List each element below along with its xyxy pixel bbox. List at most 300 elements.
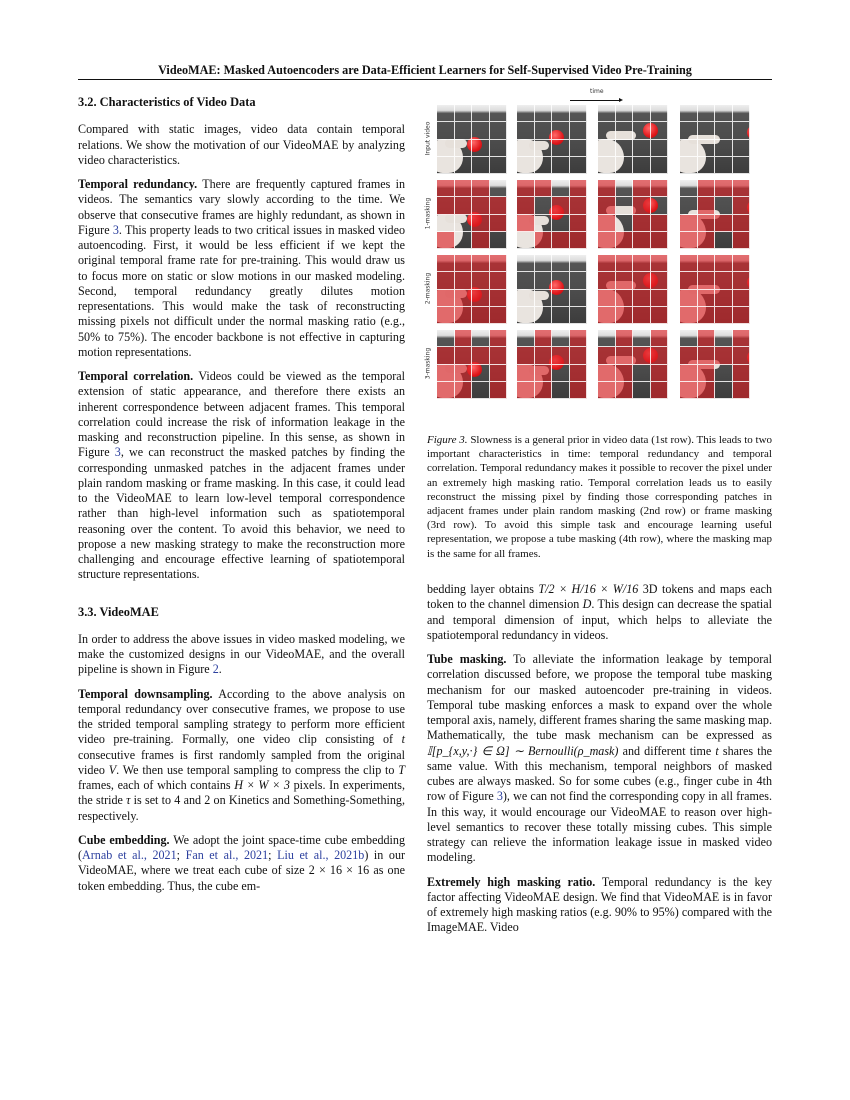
masked-patch [733, 197, 751, 214]
masked-patch [733, 307, 751, 324]
patch [552, 365, 570, 382]
masked-patch [715, 180, 733, 197]
patch [490, 122, 508, 139]
math: T [398, 762, 405, 777]
masked-patch [616, 365, 634, 382]
masked-patch [680, 365, 698, 382]
masked-patch [598, 290, 616, 307]
masked-patch [680, 232, 698, 249]
masked-patch [570, 382, 588, 399]
masked-patch [698, 382, 716, 399]
patch [715, 157, 733, 174]
section-title-3-2: 3.2. Characteristics of Video Data [78, 95, 256, 109]
masked-patch [437, 290, 455, 307]
patch [535, 255, 553, 272]
masked-patch [490, 365, 508, 382]
patch [490, 105, 508, 122]
patch [455, 105, 473, 122]
masked-patch [633, 232, 651, 249]
masked-patch [698, 330, 716, 347]
masked-patch [490, 197, 508, 214]
patch [490, 180, 508, 197]
patch [715, 122, 733, 139]
patch [552, 330, 570, 347]
masked-patch [437, 255, 455, 272]
masked-patch [517, 382, 535, 399]
text: shares the same value. With this mechanism, temporal neighbors of masked cubes are always masked. So for some cubes (e.g., finger cube in 4th row of Figure [427, 743, 772, 804]
masked-patch [715, 307, 733, 324]
patch [490, 140, 508, 157]
figure-link[interactable]: 3 [112, 222, 119, 237]
masked-patch [455, 180, 473, 197]
patch [715, 382, 733, 399]
masked-patch [633, 290, 651, 307]
masked-patch [517, 347, 535, 364]
masked-patch [733, 232, 751, 249]
patch [472, 105, 490, 122]
masked-patch [455, 272, 473, 289]
text: ), we can not find the corresponding copy in all frames. In this way, it would encourage our VideoMAE to reason over high-level semantics to recover these totally missing cubes. This simple strategy can relieve the information leakage issue in masked video modeling. [427, 789, 772, 865]
patch [437, 157, 455, 174]
run-in-heading: Temporal downsampling. [78, 686, 213, 701]
patch [570, 122, 588, 139]
text: . This property leads to two critical issues in masked video autoencoding. First, it would be less efficient if we kept the original temporal frame rate for pre-training. This would draw us to focus more on static or slow motions in our masked modeling. Second, temporal redundancy greatly dilutes motion representations. This would make the task of reconstructing missing pixels not difficult under the normal masking ratio (e.g., 50% to 75%). The encoder backbone is not effective in capturing motion representations. [78, 222, 405, 359]
video-frame [680, 180, 750, 249]
text: and different time [618, 743, 716, 758]
patch [733, 122, 751, 139]
paragraph-cube-embedding: Cube embedding. We adopt the joint space-time cube embedding (Arnab et al., 2021; Fan et al., 2021; Liu et al., 2021b) in our VideoMAE, where we treat each cube of size 2 × 16 × 16 as one token embedding. Thus, the cube em- [78, 832, 406, 893]
patch [633, 122, 651, 139]
text: ) in our VideoMAE, where we treat each cube of size 2 × 16 × 16 as one token embedding. Thus, the cube em- [78, 848, 406, 893]
patch-grid [437, 105, 507, 174]
patch [517, 122, 535, 139]
masked-patch [570, 215, 588, 232]
patch [552, 180, 570, 197]
masked-patch [598, 232, 616, 249]
patch [570, 140, 588, 157]
row-label: 1-masking [424, 197, 432, 230]
patch [535, 215, 553, 232]
patch [517, 105, 535, 122]
masked-patch [733, 180, 751, 197]
section-title-3-3: 3.3. VideoMAE [78, 604, 159, 619]
patch [552, 272, 570, 289]
patch [517, 232, 535, 249]
paragraph [78, 632, 405, 678]
row-label: 2-masking [424, 272, 432, 305]
masked-patch [535, 180, 553, 197]
masked-patch [633, 215, 651, 232]
text: pixels. In experiments, the stride [78, 778, 405, 808]
masked-patch [472, 307, 490, 324]
right-column [427, 582, 772, 945]
patch [535, 272, 553, 289]
patch [651, 140, 669, 157]
patch [517, 140, 535, 157]
patch [570, 272, 588, 289]
math: t [715, 743, 719, 758]
text: To alleviate the information leakage by temporal correlation discussed before, we propose the temporal tube masking mechanism for our masked autoencoder pre-training in videos. Temporal tube masking enforces a mask to expand over the whole temporal axis, namely, different frames sharing the same masking map. Mathematically, the tube mask mechanism can be expressed as [427, 652, 773, 743]
masked-patch [570, 197, 588, 214]
patch [715, 232, 733, 249]
masked-patch [472, 290, 490, 307]
patch [680, 157, 698, 174]
patch-grid [598, 330, 668, 399]
math: V [108, 762, 117, 777]
patch [437, 215, 455, 232]
video-frame [517, 255, 587, 324]
video-frame [598, 255, 668, 324]
patch [733, 105, 751, 122]
masked-patch [490, 382, 508, 399]
patch [472, 157, 490, 174]
patch [633, 157, 651, 174]
masked-patch [455, 255, 473, 272]
patch [535, 307, 553, 324]
masked-patch [680, 255, 698, 272]
masked-patch [570, 232, 588, 249]
patch [715, 365, 733, 382]
patch [552, 255, 570, 272]
patch [616, 105, 634, 122]
patch [570, 307, 588, 324]
masked-patch [698, 197, 716, 214]
patch [552, 122, 570, 139]
masked-patch [633, 307, 651, 324]
masked-patch [598, 347, 616, 364]
patch [598, 140, 616, 157]
figure-3 [420, 88, 765, 418]
patch [698, 105, 716, 122]
citation-link[interactable]: Fan et al., 2021 [185, 848, 269, 862]
patch [680, 105, 698, 122]
video-frame [680, 105, 750, 174]
masked-patch [680, 382, 698, 399]
masked-patch [517, 197, 535, 214]
text: bedding layer obtains [427, 582, 539, 596]
masked-patch [598, 365, 616, 382]
text: We adopt the joint space-time cube embedding ( [78, 832, 406, 862]
masked-patch [733, 255, 751, 272]
patch [535, 197, 553, 214]
masked-patch [455, 365, 473, 382]
paragraph-temporal-redundancy [78, 177, 405, 360]
masked-patch [598, 382, 616, 399]
patch [616, 122, 634, 139]
paragraph: Compared with static images, video data contain temporal relations. We show the motivation of our VideoMAE by analyzing video characteristics. [78, 122, 405, 167]
patch [633, 330, 651, 347]
patch [598, 330, 616, 347]
video-frame [598, 330, 668, 399]
masked-patch [651, 330, 669, 347]
masked-patch [616, 330, 634, 347]
masked-patch [535, 347, 553, 364]
patch [733, 157, 751, 174]
masked-patch [517, 215, 535, 232]
masked-patch [698, 307, 716, 324]
masked-patch [437, 272, 455, 289]
patch [455, 122, 473, 139]
patch-grid [598, 105, 668, 174]
patch [437, 140, 455, 157]
text: . This design can decrease the spatial and temporal dimension of input, which helps to alleviate the spatiotemporal redundancy in videos. [427, 597, 772, 642]
paragraph-tube-masking [427, 652, 772, 866]
citation-link[interactable]: Liu et al., 2021b [277, 848, 365, 862]
masked-patch [698, 215, 716, 232]
patch-grid [517, 105, 587, 174]
text: Temporal redundancy is the key factor affecting VideoMAE design. We find that VideoMAE is in favor of extremely high masking ratios (e.g. 90% to 95%) compared with the ImageMAE. Video [427, 874, 772, 935]
patch [680, 140, 698, 157]
patch [633, 105, 651, 122]
paragraph [427, 582, 772, 643]
masked-patch [651, 290, 669, 307]
masked-patch [455, 197, 473, 214]
patch [472, 382, 490, 399]
patch [437, 330, 455, 347]
text: . We then use temporal sampling to compress the clip to [116, 762, 399, 777]
patch [552, 382, 570, 399]
patch [598, 157, 616, 174]
masked-patch [598, 255, 616, 272]
patch [733, 140, 751, 157]
left-column [78, 95, 405, 903]
text: 3D tokens and maps each token to the channel dimension [427, 582, 772, 612]
masked-patch [633, 180, 651, 197]
patch [651, 197, 669, 214]
masked-patch [437, 197, 455, 214]
masked-patch [651, 307, 669, 324]
patch [651, 122, 669, 139]
video-frame [517, 105, 587, 174]
masked-patch [535, 382, 553, 399]
masked-patch [733, 290, 751, 307]
text: , we can reconstruct the masked patches by finding the corresponding unmasked patches in the adjacent frames under plain random masking or frame masking. In this case, it could lead to the VideoMAE to learn low-level temporal correspondence rather than high-level information such as spatiotemporal reasoning over the content. To avoid this behavior, we need to propose a new masking strategy to make the reconstruction more challenging and encourage effective learning of spatiotemporal structure representations. [78, 445, 405, 582]
text: Videos could be viewed as the temporal extension of static appearance, and therefore there exists an inherent correspondence between adjacent frames. This temporal correlation could increase the risk of information leakage in the masking and reconstruction pipeline. In this sense, as shown in Figure [78, 369, 405, 460]
patch [633, 382, 651, 399]
video-frame [598, 180, 668, 249]
masked-patch [598, 180, 616, 197]
masked-patch [437, 180, 455, 197]
text: is set to 4 and 2 on Kinetics and Something-Something, respectively. [78, 793, 405, 823]
masked-patch [733, 330, 751, 347]
masked-patch [535, 365, 553, 382]
masked-patch [472, 180, 490, 197]
masked-patch [598, 197, 616, 214]
masked-patch [535, 232, 553, 249]
patch [570, 290, 588, 307]
figure-link[interactable]: 2 [212, 662, 219, 677]
masked-patch [680, 347, 698, 364]
masked-patch [490, 330, 508, 347]
masked-patch [680, 272, 698, 289]
patch [715, 140, 733, 157]
masked-patch [698, 180, 716, 197]
masked-patch [651, 382, 669, 399]
patch [517, 272, 535, 289]
masked-patch [698, 347, 716, 364]
patch [616, 197, 634, 214]
text: In order to address the above issues in video masked modeling, we make the customized designs in our VideoMAE, and the overall pipeline is shown in Figure [78, 631, 405, 677]
running-header: VideoMAE: Masked Autoencoders are Data-Efficient Learners for Self-Supervised Video Pre-Training [158, 63, 692, 77]
figure-link[interactable]: 3 [496, 789, 503, 804]
run-in-heading: Temporal redundancy. [78, 177, 198, 191]
patch [437, 122, 455, 139]
patch [570, 105, 588, 122]
patch [535, 105, 553, 122]
figure-link[interactable]: 3 [114, 445, 121, 460]
patch-grid [598, 255, 668, 324]
masked-patch [715, 347, 733, 364]
math: 𝕀[p_{x,y,·} ∈ Ω] ∼ Bernoulli(ρ_mask) [427, 743, 619, 758]
masked-patch [437, 365, 455, 382]
masked-patch [733, 365, 751, 382]
masked-patch [437, 347, 455, 364]
patch [455, 140, 473, 157]
video-frame [437, 180, 507, 249]
masked-patch [472, 347, 490, 364]
masked-patch [698, 232, 716, 249]
masked-patch [517, 180, 535, 197]
patch [651, 157, 669, 174]
masked-patch [715, 272, 733, 289]
video-frame [517, 180, 587, 249]
patch [535, 122, 553, 139]
text: consecutive frames is first randomly sampled from the original video [78, 747, 405, 777]
patch [517, 255, 535, 272]
patch-grid [437, 330, 507, 399]
patch [472, 140, 490, 157]
video-frame [680, 255, 750, 324]
video-frame [437, 255, 507, 324]
math: t [401, 732, 405, 747]
masked-patch [570, 365, 588, 382]
patch [680, 330, 698, 347]
video-frame [598, 105, 668, 174]
text: According to the above analysis on temporal redundancy over consecutive frames, we propose to use the strided temporal sampling strategy to perform more efficient video pre-training. Formally, one video clip consisting of [78, 686, 405, 747]
masked-patch [570, 180, 588, 197]
masked-patch [437, 232, 455, 249]
patch-grid [517, 180, 587, 249]
patch [437, 105, 455, 122]
patch [552, 140, 570, 157]
math: τ [126, 793, 131, 808]
patch [570, 157, 588, 174]
masked-patch [598, 307, 616, 324]
masked-patch [490, 290, 508, 307]
patch [517, 307, 535, 324]
masked-patch [733, 347, 751, 364]
masked-patch [552, 347, 570, 364]
patch [616, 180, 634, 197]
masked-patch [633, 255, 651, 272]
masked-patch [715, 290, 733, 307]
patch [490, 157, 508, 174]
patch [598, 105, 616, 122]
masked-patch [616, 272, 634, 289]
patch [698, 157, 716, 174]
masked-patch [715, 215, 733, 232]
masked-patch [455, 347, 473, 364]
patch [698, 140, 716, 157]
patch [552, 157, 570, 174]
patch [455, 232, 473, 249]
patch [680, 180, 698, 197]
masked-patch [651, 365, 669, 382]
text: . [218, 662, 222, 677]
math: T/2 × H/16 × W/16 [538, 582, 639, 596]
video-frame [517, 330, 587, 399]
masked-patch [733, 272, 751, 289]
row-label: Input video [424, 121, 432, 156]
patch [552, 307, 570, 324]
masked-patch [455, 307, 473, 324]
masked-patch [651, 232, 669, 249]
masked-patch [472, 272, 490, 289]
patch [680, 122, 698, 139]
masked-patch [651, 180, 669, 197]
text: frames, each of which contains [78, 778, 235, 792]
patch [552, 105, 570, 122]
patch-grid [517, 330, 587, 399]
figure-caption [427, 433, 772, 561]
caption-text: Slowness is a general prior in video data (1st row). This leads to two important characteristics in time: temporal redundancy and temporal correlation. Temporal redundancy makes it possible to recover the pixel under an extremely high masking ratio. Temporal correlation leads us to easily reconstruct the missing pixel by finding those corresponding patches in adjacent frames under plain random masking (2nd row) or frame masking (3rd row). To avoid this simple task and encourage learning useful representation, we propose a tube masking (4th row), where the masking map is the same for all frames. [427, 434, 773, 560]
masked-patch [680, 215, 698, 232]
masked-patch [570, 330, 588, 347]
math: D [582, 597, 592, 612]
masked-patch [651, 272, 669, 289]
patch [715, 105, 733, 122]
masked-patch [633, 347, 651, 364]
patch [715, 330, 733, 347]
masked-patch [680, 290, 698, 307]
masked-patch [733, 382, 751, 399]
masked-patch [598, 272, 616, 289]
patch [472, 122, 490, 139]
patch [535, 290, 553, 307]
patch [552, 215, 570, 232]
masked-patch [437, 382, 455, 399]
masked-patch [490, 255, 508, 272]
patch-grid [437, 255, 507, 324]
masked-patch [490, 272, 508, 289]
masked-patch [455, 382, 473, 399]
patch-grid [680, 255, 750, 324]
masked-patch [651, 215, 669, 232]
masked-patch [698, 272, 716, 289]
patch-grid [680, 180, 750, 249]
patch [472, 365, 490, 382]
masked-patch [455, 290, 473, 307]
math: H × W × 3 [234, 778, 290, 792]
time-label: time [590, 88, 604, 95]
patch-grid [680, 105, 750, 174]
patch [517, 290, 535, 307]
citation-link[interactable]: Arnab et al., 2021 [82, 848, 177, 862]
patch [633, 365, 651, 382]
video-frame [437, 330, 507, 399]
run-in-heading: Tube masking. [427, 652, 507, 666]
patch [616, 157, 634, 174]
masked-patch [680, 307, 698, 324]
patch [616, 140, 634, 157]
masked-patch [733, 215, 751, 232]
masked-patch [598, 215, 616, 232]
run-in-heading: Cube embedding. [78, 832, 170, 847]
masked-patch [633, 197, 651, 214]
patch [715, 197, 733, 214]
masked-patch [616, 290, 634, 307]
patch [517, 330, 535, 347]
